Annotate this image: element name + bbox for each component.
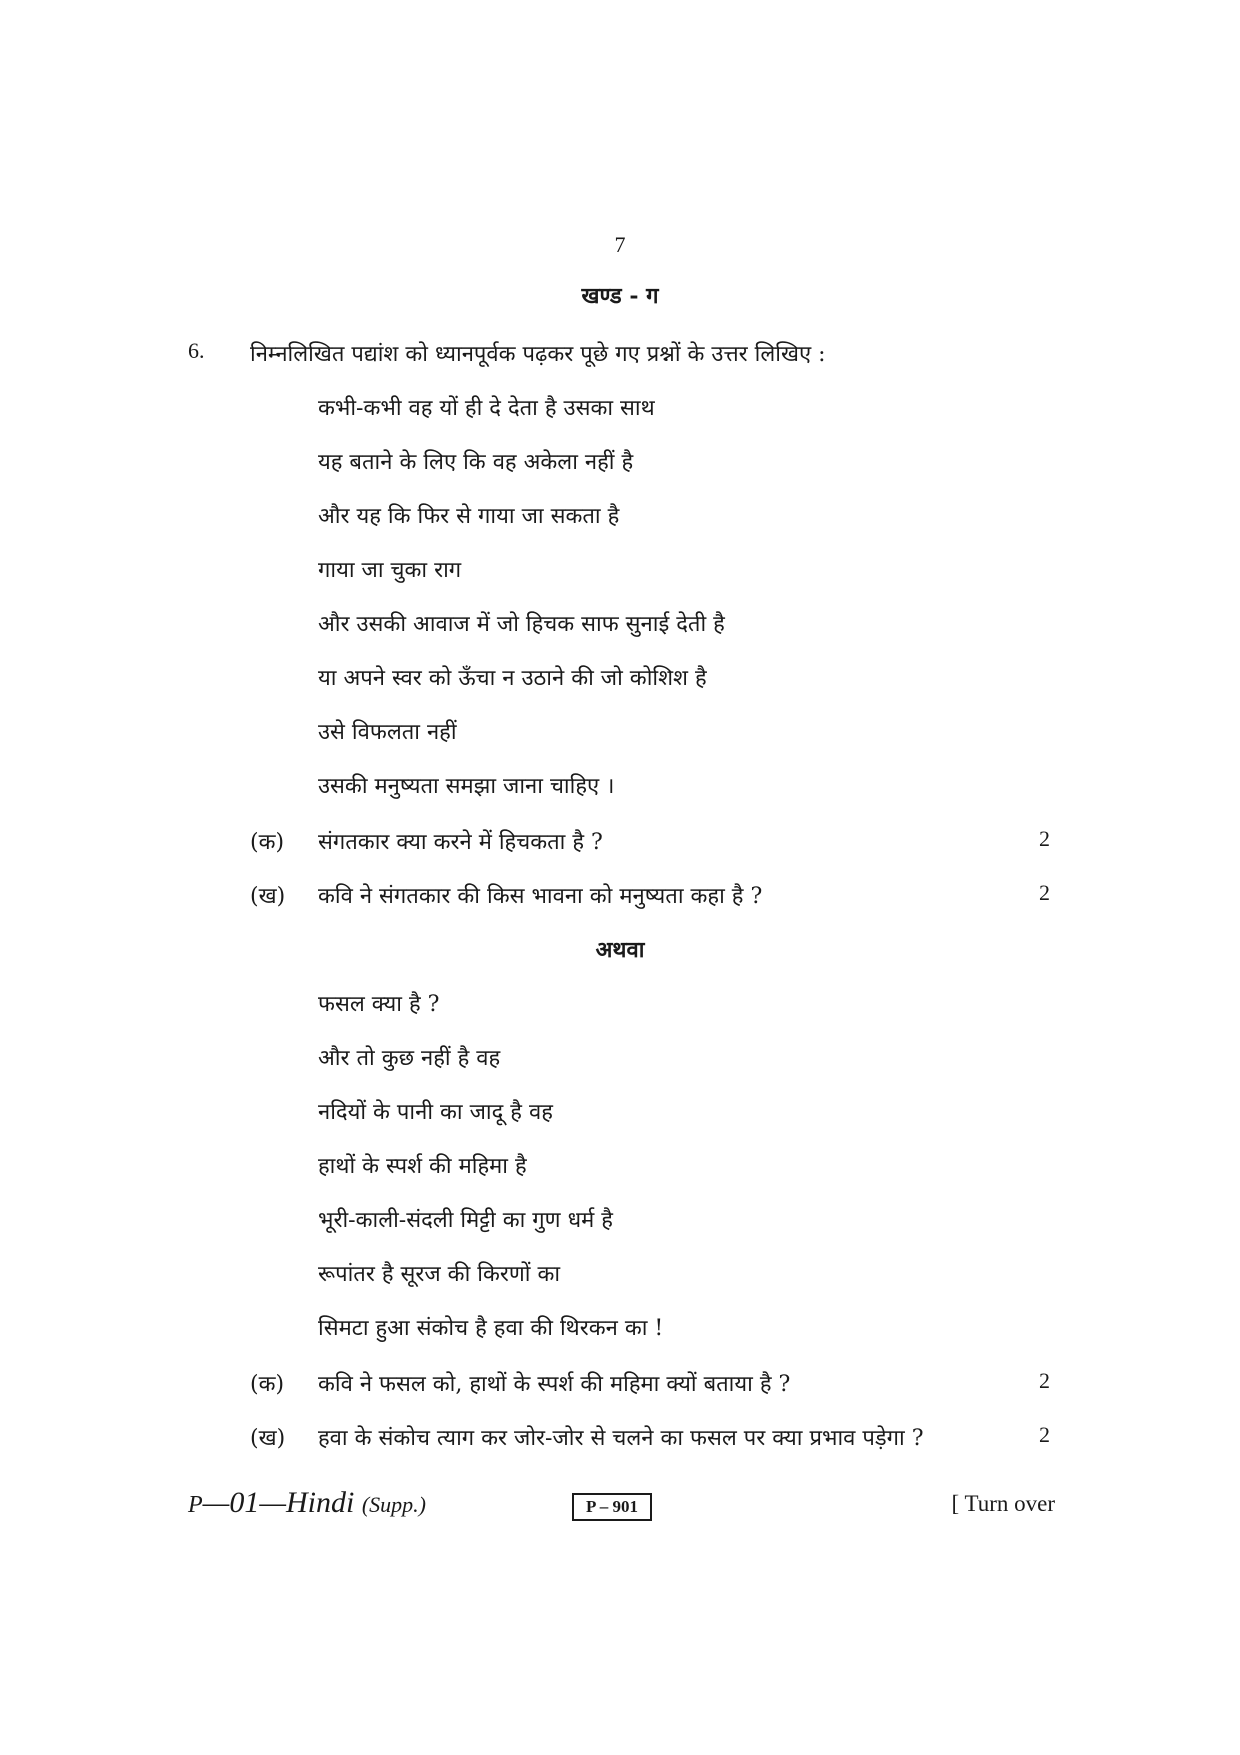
marks: 2 bbox=[1039, 1368, 1050, 1393]
poem-line: हाथों के स्पर्श की महिमा है bbox=[318, 1154, 527, 1179]
poem-line: या अपने स्वर को ऊँचा न उठाने की जो कोशिश है bbox=[318, 666, 707, 691]
poem-line: नदियों के पानी का जादू है वह bbox=[318, 1100, 553, 1125]
question-instruction: निम्नलिखित पद्यांश को ध्यानपूर्वक पढ़कर पूछे गए प्रश्नों के उत्तर लिखिए : bbox=[250, 342, 826, 367]
sub-question-text: कवि ने संगतकार की किस भावना को मनुष्यता कहा है ? bbox=[318, 884, 763, 909]
sub-question-label: (ख) bbox=[250, 1426, 286, 1451]
paper-code bbox=[188, 1486, 426, 1520]
section-title: खण्ड - ग bbox=[581, 283, 659, 309]
sub-question-text: हवा के संकोच त्याग कर जोर-जोर से चलने का फसल पर क्या प्रभाव पड़ेगा ? bbox=[318, 1426, 924, 1451]
sub-question-label: (क) bbox=[250, 830, 285, 855]
poem-line: उसकी मनुष्यता समझा जाना चाहिए । bbox=[318, 774, 615, 799]
question-number: 6. bbox=[188, 338, 205, 363]
paper-code-supp: (Supp.) bbox=[361, 1492, 427, 1517]
marks: 2 bbox=[1039, 880, 1050, 905]
sub-question-label: (ख) bbox=[250, 884, 286, 909]
page-number: 7 bbox=[614, 232, 626, 257]
paper-code-main: —01—Hindi bbox=[202, 1486, 355, 1519]
poem-line: और तो कुछ नहीं है वह bbox=[318, 1046, 501, 1071]
poem-line: और यह कि फिर से गाया जा सकता है bbox=[318, 504, 620, 529]
poem-line: सिमटा हुआ संकोच है हवा की थिरकन का ! bbox=[318, 1316, 664, 1341]
paper-code-prefix: P bbox=[188, 1492, 203, 1518]
poem-line: उसे विफलता नहीं bbox=[318, 720, 457, 745]
poem-line: यह बताने के लिए कि वह अकेला नहीं है bbox=[318, 450, 634, 475]
poem-line: कभी-कभी वह यों ही दे देता है उसका साथ bbox=[318, 396, 655, 421]
sub-question-label: (क) bbox=[250, 1372, 285, 1397]
sub-question-text: संगतकार क्या करने में हिचकता है ? bbox=[318, 830, 603, 855]
poem-line: गाया जा चुका राग bbox=[318, 558, 462, 583]
marks: 2 bbox=[1039, 1422, 1050, 1447]
marks: 2 bbox=[1039, 826, 1050, 851]
poem-line: फसल क्या है ? bbox=[318, 992, 440, 1017]
paper-id-box: P – 901 bbox=[572, 1493, 652, 1521]
poem-line: भूरी-काली-संदली मिट्टी का गुण धर्म है bbox=[318, 1208, 613, 1233]
or-separator: अथवा bbox=[595, 937, 645, 963]
turn-over-note: [ Turn over bbox=[951, 1491, 1055, 1516]
poem-line: और उसकी आवाज में जो हिचक साफ सुनाई देती है bbox=[318, 612, 725, 637]
sub-question-text: कवि ने फसल को, हाथों के स्पर्श की महिमा क्यों बताया है ? bbox=[318, 1372, 791, 1397]
poem-line: रूपांतर है सूरज की किरणों का bbox=[318, 1262, 561, 1287]
